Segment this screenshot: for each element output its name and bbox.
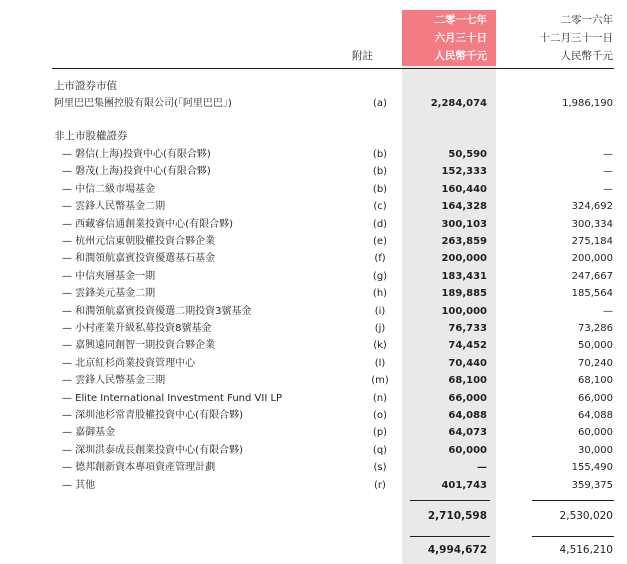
- row-current-value: 60,000: [448, 444, 487, 456]
- table-row: [0, 372, 627, 389]
- row-previous-value: 68,100: [578, 375, 613, 387]
- row-note: (a): [373, 98, 387, 109]
- row-note: (d): [372, 218, 388, 230]
- subtotal-row: [0, 508, 627, 525]
- subtotal-current: 2,710,598: [427, 510, 487, 522]
- row-previous-value: 50,000: [578, 340, 613, 352]
- header-rule: [52, 68, 614, 69]
- row-previous-value: 247,667: [571, 270, 613, 282]
- row-current-value: 200,000: [441, 253, 487, 265]
- row-label: — 中信二級市場基金: [62, 183, 156, 195]
- row-current-value: 189,885: [441, 288, 487, 300]
- row-note: (o): [373, 410, 387, 421]
- row-label: — 雲鋒美元基金二期: [62, 288, 156, 300]
- current-period-date: 六月三十日: [434, 32, 487, 44]
- table-row: [0, 337, 627, 354]
- total-current: 4,994,672: [427, 544, 487, 556]
- table-row: [0, 424, 627, 441]
- row-label: — 嘉興遠同創智一期投資合夥企業: [62, 340, 216, 352]
- total-row: [0, 542, 627, 559]
- row-note: (b): [372, 183, 388, 195]
- note-column-header: 附註: [352, 50, 373, 62]
- total-rule-current: [410, 536, 490, 537]
- row-label: — 深圳洪泰成長創業投資中心(有限合夥): [62, 444, 243, 456]
- row-current-value: 152,333: [441, 166, 487, 178]
- row-previous-value: 300,334: [571, 218, 613, 230]
- row-previous-value: —: [603, 166, 613, 178]
- subtotal-rule-previous: [532, 500, 614, 501]
- table-row: [0, 477, 627, 494]
- row-previous-value: 64,088: [578, 410, 613, 421]
- row-previous-value: 30,000: [578, 444, 613, 456]
- row-current-value: 300,103: [441, 218, 487, 230]
- current-period-unit: 人民幣千元: [434, 50, 487, 62]
- row-note: (h): [372, 288, 388, 300]
- table-row: [0, 390, 627, 407]
- current-period-year: 二零一七年: [434, 14, 487, 26]
- row-previous-value: 275,184: [571, 236, 613, 247]
- table-row: [0, 250, 627, 267]
- row-note: (r): [374, 479, 386, 491]
- row-note: (e): [373, 236, 387, 247]
- row-previous-value: 324,692: [571, 201, 613, 213]
- row-note: (b): [372, 149, 388, 160]
- previous-period-date: 十二月三十一日: [539, 32, 613, 44]
- unlisted-section-title: 非上市股權證券: [54, 130, 128, 142]
- row-previous-value: 70,240: [578, 357, 613, 369]
- row-label: — 中信夾層基金一期: [62, 270, 156, 282]
- row-previous-value: —: [603, 183, 613, 195]
- row-previous-value: —: [603, 149, 613, 160]
- row-label: — 小村產業升級私募投資8號基金: [62, 323, 212, 334]
- row-label: — 磐信(上海)投資中心(有限合夥): [62, 149, 211, 160]
- row-current-value: 164,328: [441, 201, 487, 213]
- table-row: [0, 198, 627, 215]
- table-row: [0, 355, 627, 372]
- row-previous-value: 359,375: [571, 479, 613, 491]
- row-label: — 北京紅杉尚業投資管理中心: [62, 357, 196, 369]
- row-note: (n): [372, 392, 388, 404]
- row-current-value: 160,440: [441, 183, 487, 195]
- row-previous-value: 1,986,190: [562, 98, 613, 109]
- table-row: [0, 216, 627, 233]
- row-note: (b): [372, 166, 388, 178]
- table-row: [0, 268, 627, 285]
- row-note: (g): [372, 270, 388, 282]
- row-note: (k): [373, 340, 387, 352]
- row-note: (p): [372, 427, 388, 439]
- row-note: (c): [373, 201, 387, 213]
- row-label: — 雲鋒人民幣基金二期: [62, 201, 166, 213]
- previous-period-year: 二零一六年: [560, 14, 613, 26]
- row-note: (q): [372, 444, 388, 456]
- row-note: (j): [374, 323, 386, 334]
- row-label: — 嘉御基金: [62, 427, 116, 439]
- total-rule-previous: [532, 536, 614, 537]
- total-previous: 4,516,210: [559, 544, 613, 556]
- table-row: [0, 407, 627, 424]
- subtotal-rule-current: [410, 500, 490, 501]
- row-previous-value: 200,000: [571, 253, 613, 265]
- table-row: [0, 163, 627, 180]
- row-previous-value: 66,000: [578, 392, 613, 404]
- row-current-value: 68,100: [448, 375, 487, 387]
- row-current-value: 50,590: [448, 149, 487, 160]
- row-note: (s): [373, 462, 387, 474]
- table-row: [0, 459, 627, 476]
- row-note: (m): [371, 375, 389, 387]
- row-previous-value: 155,490: [571, 462, 613, 474]
- row-current-value: 2,284,074: [430, 98, 487, 109]
- row-label: — 其他: [62, 479, 96, 491]
- row-label: — 杭州元信東朝股權投資合夥企業: [62, 236, 216, 247]
- row-previous-value: —: [603, 305, 613, 317]
- table-row: [0, 95, 627, 112]
- row-label: — 和潤領航嘉賓投資優選基石基金: [62, 253, 216, 265]
- row-label: — Elite International Investment Fund VII LP: [62, 392, 283, 404]
- previous-period-unit: 人民幣千元: [560, 50, 613, 62]
- row-current-value: 263,859: [441, 236, 487, 247]
- row-current-value: 64,088: [448, 410, 487, 421]
- row-current-value: 66,000: [448, 392, 487, 404]
- row-note: (l): [374, 357, 386, 369]
- table-row: [0, 303, 627, 320]
- table-row: [0, 233, 627, 250]
- row-current-value: 76,733: [448, 323, 487, 334]
- table-row: [0, 146, 627, 163]
- row-label: — 德邦創新資本專項資產管理計劃: [62, 462, 216, 474]
- row-current-value: 401,743: [441, 479, 487, 491]
- row-previous-value: 60,000: [578, 427, 613, 439]
- row-current-value: 74,452: [448, 340, 487, 352]
- row-previous-value: 185,564: [571, 288, 613, 300]
- row-label: — 和潤領航嘉賓投資優選二期投資3號基金: [62, 305, 252, 317]
- row-label: — 深圳池杉常青股權投資中心(有限合夥): [62, 410, 243, 421]
- table-row: [0, 442, 627, 459]
- row-current-value: 64,073: [448, 427, 487, 439]
- row-current-value: 100,000: [441, 305, 487, 317]
- row-previous-value: 73,286: [578, 323, 613, 334]
- row-current-value: —: [477, 462, 487, 474]
- row-current-value: 70,440: [448, 357, 487, 369]
- row-note: (i): [374, 305, 386, 317]
- table-row: [0, 320, 627, 337]
- table-row: [0, 181, 627, 198]
- listed-section-title: 上市證券市值: [54, 80, 117, 92]
- row-label: 阿里巴巴集團控股有限公司(「阿里巴巴」): [54, 98, 232, 109]
- row-label: — 西藏睿信通創業投資中心(有限合夥): [62, 218, 233, 230]
- row-label: — 雲鋒人民幣基金三期: [62, 375, 166, 387]
- subtotal-previous: 2,530,020: [559, 510, 613, 522]
- row-label: — 磐茂(上海)投資中心(有限合夥): [62, 166, 211, 178]
- table-row: [0, 285, 627, 302]
- row-note: (f): [374, 253, 386, 265]
- row-current-value: 183,431: [441, 270, 487, 282]
